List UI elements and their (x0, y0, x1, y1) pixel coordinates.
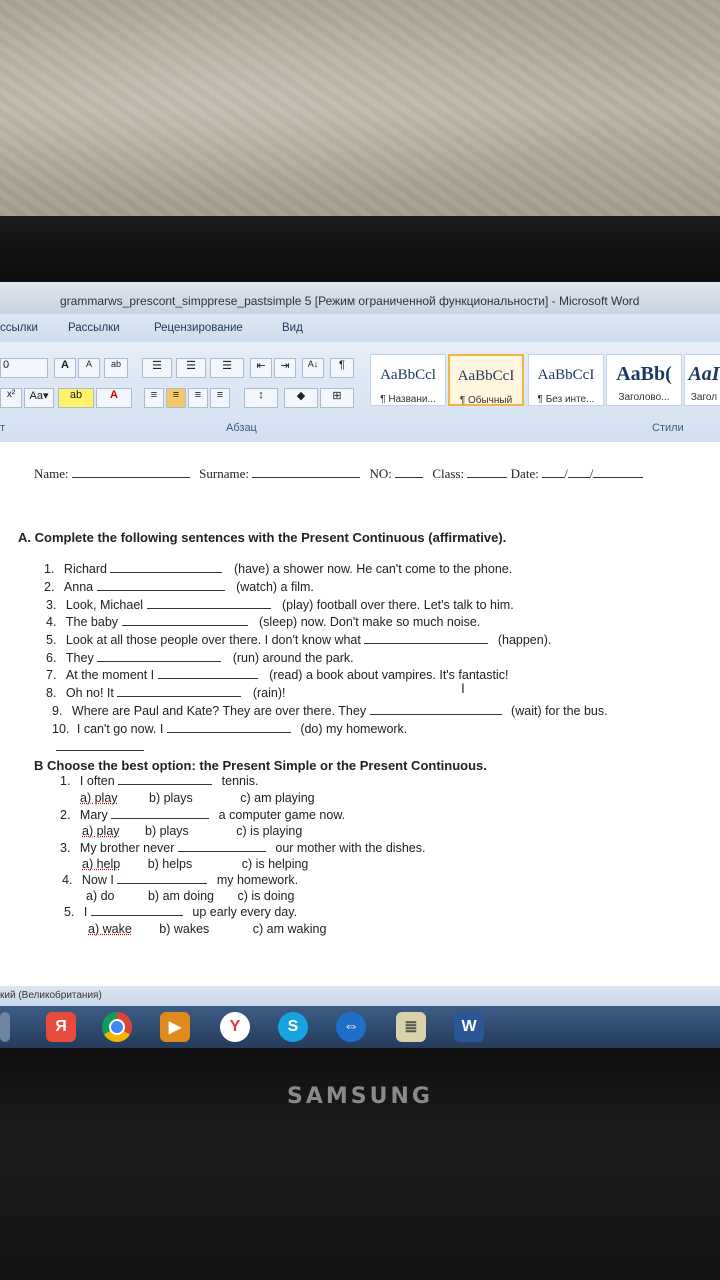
item-number: 8. (46, 686, 57, 700)
no-label: NO: (369, 466, 392, 481)
option-a: a) play (80, 791, 118, 805)
tab-links[interactable]: ссылки (0, 322, 38, 334)
section-a-title: A. Complete the following sentences with the Present Continuous (affirmative). (18, 530, 507, 545)
media-player-icon[interactable]: ▶ (160, 1012, 190, 1042)
item-number: 4. (46, 615, 57, 629)
list-item (46, 686, 286, 700)
list-item (52, 740, 152, 754)
item-text: (have) a shower now. He can't come to the phone. (233, 562, 513, 576)
option-b: b) wakes (159, 922, 210, 936)
tab-review[interactable]: Рецензирование (154, 322, 243, 334)
answer-blank[interactable] (56, 740, 144, 751)
date-blank-year (593, 467, 643, 478)
list-item (46, 615, 480, 629)
item-text: Anna (63, 580, 94, 594)
item-number: 5. (46, 633, 57, 647)
start-button-icon[interactable] (0, 1012, 10, 1042)
status-bar (0, 986, 720, 1006)
question-item (60, 841, 425, 855)
question-item (64, 905, 297, 919)
sort-icon[interactable]: A↓ (302, 358, 324, 378)
shrink-font-icon[interactable]: A (78, 358, 100, 378)
item-number: 5. (64, 905, 75, 919)
option-b: b) helps (147, 857, 193, 871)
option-c: c) am playing (240, 791, 315, 805)
item-text: (read) a book about vampires. It's fantastic! (269, 668, 509, 682)
item-text: I often (79, 774, 115, 788)
paragraph-group-label: Абзац (226, 422, 257, 434)
item-text: Look, Michael (65, 598, 144, 612)
monitor-screen (0, 282, 720, 1048)
name-blank (72, 467, 190, 478)
style-name: ¶ Обычный (459, 395, 513, 406)
list-item (52, 722, 407, 736)
style-sample: AaBb( (616, 363, 672, 385)
styles-group-label: Стили (652, 422, 684, 434)
answer-blank[interactable] (167, 722, 291, 733)
option-b: b) plays (149, 791, 193, 805)
item-text: Where are Paul and Kate? They are over there. They (71, 704, 367, 718)
section-b-title: B Choose the best option: the Present Simple or the Present Continuous. (34, 758, 487, 773)
item-text: They (65, 651, 94, 665)
item-text: My brother never (79, 841, 175, 855)
align-center-icon[interactable]: ≡ (166, 388, 186, 408)
tab-view[interactable]: Вид (282, 322, 303, 334)
taskbar (0, 1006, 720, 1048)
bullets-icon[interactable]: ☰ (142, 358, 172, 378)
question-item (62, 873, 298, 887)
style-heading-2[interactable] (684, 354, 720, 406)
font-group-label: т (0, 422, 6, 434)
option-a: a) play (82, 824, 120, 838)
skype-icon[interactable]: S (278, 1012, 308, 1042)
decrease-indent-icon[interactable]: ⇤ (250, 358, 272, 378)
item-text: I (83, 905, 88, 919)
shading-icon[interactable]: ◆ (284, 388, 318, 408)
show-marks-icon[interactable]: ¶ (330, 358, 354, 378)
item-text: tennis. (221, 774, 259, 788)
text-cursor-icon: I (461, 680, 465, 696)
highlight-icon[interactable]: ab (58, 388, 94, 408)
item-text: Oh no! It (65, 686, 114, 700)
numbering-icon[interactable]: ☰ (176, 358, 206, 378)
answer-blank[interactable] (91, 905, 183, 916)
options-row (80, 791, 315, 805)
item-text: (rain)! (252, 686, 286, 700)
item-text: my homework. (216, 873, 299, 887)
option-c: c) is helping (241, 857, 309, 871)
style-sample: AaI (688, 363, 720, 385)
style-title[interactable] (370, 354, 446, 406)
item-text: (play) football over there. Let's talk to him. (282, 598, 514, 612)
item-text: Now I (81, 873, 114, 887)
ribbon (0, 342, 720, 443)
style-name: Загол (690, 392, 718, 403)
style-sample: AaBbCcl (380, 367, 436, 383)
option-c: c) is playing (236, 824, 303, 838)
item-number: 4. (62, 873, 73, 887)
item-text: Mary (79, 808, 108, 822)
align-left-icon[interactable]: ≡ (144, 388, 164, 408)
style-name: Заголово... (618, 392, 670, 403)
options-row (86, 889, 294, 903)
answer-blank[interactable] (370, 704, 502, 715)
answer-blank[interactable] (97, 651, 221, 662)
grow-font-icon[interactable]: A (54, 358, 76, 378)
clear-format-icon[interactable]: ab (104, 358, 128, 378)
item-text: a computer game now. (218, 808, 346, 822)
answer-blank[interactable] (147, 598, 271, 609)
option-c: c) am waking (252, 922, 327, 936)
style-no-spacing[interactable] (528, 354, 604, 406)
style-heading-1[interactable] (606, 354, 682, 406)
item-number: 1. (60, 774, 71, 788)
header-fields: Name: Surname: NO: Class: Date: / / (34, 466, 643, 482)
notepad-icon[interactable]: ≣ (396, 1012, 426, 1042)
line-spacing-icon[interactable]: ↕ (244, 388, 278, 408)
answer-blank[interactable] (97, 580, 225, 591)
item-text: (happen). (497, 633, 552, 647)
teamviewer-icon[interactable]: ⇔ (336, 1012, 366, 1042)
style-sample: AaBbCcI (537, 367, 595, 383)
chrome-icon[interactable] (102, 1012, 132, 1042)
style-sample: AaBbCcI (457, 368, 515, 384)
item-text: (run) around the park. (232, 651, 354, 665)
option-a: a) help (82, 857, 121, 871)
item-number: 10. (52, 722, 70, 736)
item-number: 2. (44, 580, 55, 594)
answer-blank[interactable] (158, 668, 258, 679)
list-item (46, 651, 354, 665)
option-b: b) plays (145, 824, 189, 838)
item-text: (do) my homework. (300, 722, 408, 736)
class-label: Class: (432, 466, 465, 481)
yandex-icon[interactable]: Y (220, 1012, 250, 1042)
item-text: (wait) for the bus. (511, 704, 608, 718)
yandex-browser-icon[interactable]: Я (46, 1012, 76, 1042)
answer-blank[interactable] (364, 633, 488, 644)
ribbon-tab-bar (0, 314, 720, 342)
list-item (44, 562, 512, 576)
name-label: Name: (34, 466, 69, 481)
document-page[interactable] (0, 442, 720, 986)
option-a: a) do (86, 889, 115, 903)
monitor-bezel-bottom (0, 1048, 720, 1280)
tab-mailings[interactable]: Рассылки (68, 322, 120, 334)
option-a: a) wake (88, 922, 132, 936)
change-case-button[interactable]: Aa▾ (24, 388, 54, 408)
justify-icon[interactable]: ≡ (210, 388, 230, 408)
monitor-bezel-top (0, 216, 720, 282)
answer-blank[interactable] (118, 774, 212, 785)
align-right-icon[interactable]: ≡ (188, 388, 208, 408)
date-blank-month (568, 467, 590, 478)
surname-label: Surname: (199, 466, 249, 481)
font-size-box[interactable]: 0 (0, 358, 48, 378)
date-blank-day (542, 467, 564, 478)
item-number: 6. (46, 651, 57, 665)
item-number: 2. (60, 808, 71, 822)
answer-blank[interactable] (117, 686, 241, 697)
answer-blank[interactable] (117, 873, 207, 884)
item-text: up early every day. (192, 905, 298, 919)
style-name: ¶ Названи... (380, 394, 436, 405)
options-row (82, 857, 308, 871)
item-text: Richard (63, 562, 107, 576)
list-item (46, 668, 508, 682)
item-text: our mother with the dishes. (275, 841, 426, 855)
date-label: Date: (510, 466, 539, 481)
style-name: ¶ Без инте... (537, 394, 595, 405)
multilevel-list-icon[interactable]: ☰ (210, 358, 244, 378)
item-text: Look at all those people over there. I don't know what (65, 633, 361, 647)
language-status[interactable]: кий (Великобритания) (0, 990, 102, 1001)
class-blank (467, 467, 507, 478)
item-number: 3. (46, 598, 57, 612)
borders-icon[interactable]: ⊞ (320, 388, 354, 408)
list-item (44, 580, 314, 594)
answer-blank[interactable] (110, 562, 222, 573)
list-item (52, 704, 608, 718)
window-title: grammarws_prescont_simppresе_pastsimple 5 [Режим ограниченной функциональности] - Microsoft Word (0, 282, 720, 314)
item-text: At the moment I (65, 668, 155, 682)
surname-blank (252, 467, 360, 478)
option-c: c) is doing (237, 889, 295, 903)
monitor-brand-logo: SAMSUNG (287, 1084, 433, 1109)
superscript-button[interactable]: x² (0, 388, 22, 408)
answer-blank[interactable] (111, 808, 209, 819)
answer-blank[interactable] (178, 841, 266, 852)
list-item (46, 633, 551, 647)
options-row (88, 922, 326, 936)
answer-blank[interactable] (122, 615, 248, 626)
item-text: The baby (65, 615, 119, 629)
item-number: 3. (60, 841, 71, 855)
item-number: 7. (46, 668, 57, 682)
style-normal[interactable] (448, 354, 524, 406)
option-b: b) am doing (147, 889, 214, 903)
question-item (60, 774, 258, 788)
item-text: (watch) a film. (236, 580, 314, 594)
options-row (82, 824, 302, 838)
word-icon[interactable]: W (454, 1012, 484, 1042)
item-number: 1. (44, 562, 55, 576)
wall-background (0, 0, 720, 218)
item-text: (sleep) now. Don't make so much noise. (259, 615, 481, 629)
item-text: I can't go now. I (76, 722, 164, 736)
question-item (60, 808, 345, 822)
increase-indent-icon[interactable]: ⇥ (274, 358, 296, 378)
item-number: 9. (52, 704, 63, 718)
font-color-icon[interactable]: A (96, 388, 132, 408)
no-blank (395, 467, 423, 478)
list-item (46, 598, 514, 612)
